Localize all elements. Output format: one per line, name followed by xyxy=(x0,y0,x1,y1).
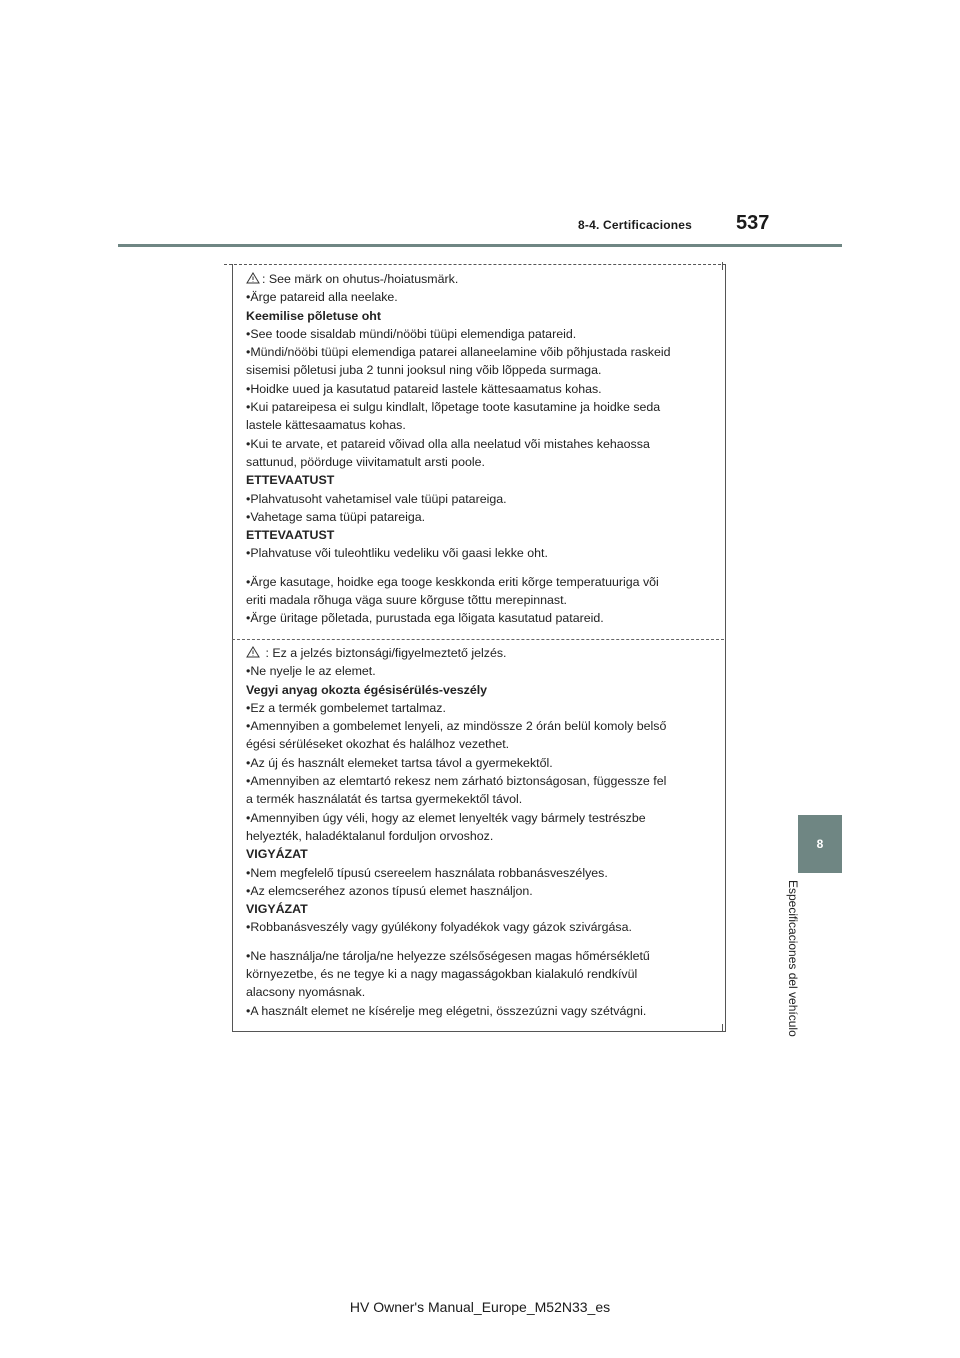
line-text: •Ne használja/ne tárolja/ne helyezze szélsőségesen magas hőmérsékletű xyxy=(246,948,650,963)
line-text: : See märk on ohutus-/hoiatusmärk. xyxy=(262,272,459,286)
line-text: ETTEVAATUST xyxy=(246,528,335,543)
warning-line xyxy=(246,947,714,965)
warning-line xyxy=(246,361,714,379)
warning-line xyxy=(246,380,714,398)
footer-text: HV Owner's Manual_Europe_M52N33_es xyxy=(349,1299,611,1315)
warning-line xyxy=(246,270,714,288)
line-text: Vegyi anyag okozta égésisérülés-veszély xyxy=(246,682,488,697)
warning-line xyxy=(246,754,714,772)
line-text: Keemilise põletuse oht xyxy=(246,308,381,323)
line-text: •Plahvatuse või tuleohtliku vedeliku või gaasi lekke oht. xyxy=(246,546,548,561)
line-text: környezetbe, és ne tegye ki a nagy magasságokban kialakuló rendkívül xyxy=(246,967,638,982)
warning-line xyxy=(246,699,714,717)
warning-triangle-icon xyxy=(246,272,260,284)
line-text: •Ne nyelje le az elemet. xyxy=(246,664,376,679)
line-text: •Ärge kasutage, hoidke ega tooge keskkonda eriti kõrge temperatuuriga või xyxy=(246,574,659,589)
warning-line xyxy=(246,573,714,591)
warning-line xyxy=(246,662,714,680)
warning-heading xyxy=(246,845,714,863)
warning-line xyxy=(246,325,714,343)
paragraph-gap xyxy=(246,563,714,573)
warning-line xyxy=(246,882,714,900)
line-text: •Hoidke uued ja kasutatud patareid lastele kättesaamatus kohas. xyxy=(246,381,602,396)
warning-line xyxy=(246,983,714,1001)
warning-line xyxy=(246,735,714,753)
warning-heading xyxy=(246,681,714,699)
line-text: •Az új és használt elemeket tartsa távol a gyermekektől. xyxy=(246,755,553,770)
paragraph-gap xyxy=(246,937,714,947)
line-text: •Robbanásveszély vagy gyúlékony folyadékok vagy gázok szivárgása. xyxy=(246,920,632,935)
line-text: •Plahvatusoht vahetamisel vale tüüpi patareiga. xyxy=(246,491,507,506)
warning-line xyxy=(246,416,714,434)
line-text: a termék használatát és tartsa gyermekektől távol. xyxy=(246,792,523,807)
warning-heading xyxy=(246,307,714,325)
chapter-label: Especificaciones del vehículo xyxy=(786,880,800,1037)
page-number: 537 xyxy=(736,212,770,234)
chapter-tab[interactable]: 8 xyxy=(798,815,842,873)
warning-line xyxy=(246,809,714,827)
warning-heading xyxy=(246,526,714,544)
line-text: •A használt elemet ne kísérelje meg elégetni, összezúzni vagy szétvágni. xyxy=(246,1003,647,1018)
estonian-warning-text xyxy=(246,270,714,628)
line-text: •Kui patareipesa ei sulgu kindlalt, lõpetage toote kasutamine ja hoidke seda xyxy=(246,400,661,415)
warning-line xyxy=(246,398,714,416)
line-text: VIGYÁZAT xyxy=(246,902,308,917)
line-text: sattunud, pöörduge viivitamatult arsti poole. xyxy=(246,454,486,469)
line-text: •Amennyiben úgy véli, hogy az elemet lenyelték vagy bármely testrészbe xyxy=(246,810,646,825)
line-text: •Ärge patareid alla neelake. xyxy=(246,290,398,305)
line-text: eriti madala rõhuga väga suure kõrguse tõttu merepinnast. xyxy=(246,593,567,608)
line-text: lastele kättesaamatus kohas. xyxy=(246,418,406,433)
crop-tick xyxy=(722,1024,723,1032)
warning-line xyxy=(246,918,714,936)
hungarian-warning-text xyxy=(246,644,714,1020)
warning-line xyxy=(246,644,714,662)
line-text: VIGYÁZAT xyxy=(246,847,308,862)
line-text: •Mündi/nööbi tüüpi elemendiga patarei allaneelamine võib põhjustada raskeid xyxy=(246,345,671,360)
line-text: •Amennyiben az elemtartó rekesz nem zárható biztonságosan, függessze fel xyxy=(246,774,667,789)
warning-line xyxy=(246,790,714,808)
line-text: •Kui te arvate, et patareid võivad olla alla neelatud või mistahes kehaossa xyxy=(246,436,650,451)
label-box-top-edge xyxy=(224,264,726,265)
warning-line xyxy=(246,827,714,845)
warning-heading xyxy=(246,471,714,489)
warning-line xyxy=(246,591,714,609)
warning-line xyxy=(246,343,714,361)
line-text: •Ärge üritage põletada, purustada ega lõigata kasutatud patareid. xyxy=(246,611,604,626)
warning-heading xyxy=(246,900,714,918)
line-text: •Nem megfelelő típusú csereelem használata robbanásveszélyes. xyxy=(246,865,608,880)
warning-line xyxy=(246,288,714,306)
warning-line xyxy=(246,864,714,882)
line-text: helyezték, haladéktalanul forduljon orvoshoz. xyxy=(246,828,494,843)
line-text: •See toode sisaldab mündi/nööbi tüüpi elemendiga patareid. xyxy=(246,326,577,341)
line-text: égési sérüléseket okozhat és halálhoz vezethet. xyxy=(246,737,510,752)
warning-line xyxy=(246,508,714,526)
line-text: •Vahetage sama tüüpi patareiga. xyxy=(246,509,426,524)
section-title: 8-4. Certificaciones xyxy=(578,218,693,232)
warning-line xyxy=(246,453,714,471)
label-divider xyxy=(232,639,724,640)
crop-tick xyxy=(722,262,723,270)
label-box-bottom-edge xyxy=(232,1031,726,1032)
warning-line xyxy=(246,965,714,983)
line-text: ETTEVAATUST xyxy=(246,473,335,488)
warning-line xyxy=(246,609,714,627)
warning-triangle-icon xyxy=(246,646,260,658)
line-text: sisemisi põletusi juba 2 tunni jooksul ning võib lõppeda surmaga. xyxy=(246,363,602,378)
line-text: •Ez a termék gombelemet tartalmaz. xyxy=(246,700,446,715)
line-text: •Amennyiben a gombelemet lenyeli, az mindössze 2 órán belül komoly belső xyxy=(246,719,667,734)
warning-line xyxy=(246,544,714,562)
header-rule xyxy=(118,244,842,247)
line-text: : Ez a jelzés biztonsági/figyelmeztető jelzés. xyxy=(262,646,507,660)
warning-line xyxy=(246,490,714,508)
warning-line xyxy=(246,1002,714,1020)
line-text: •Az elemcseréhez azonos típusú elemet használjon. xyxy=(246,883,533,898)
warning-line xyxy=(246,772,714,790)
line-text: alacsony nyomásnak. xyxy=(246,985,366,1000)
warning-line xyxy=(246,717,714,735)
warning-line xyxy=(246,435,714,453)
